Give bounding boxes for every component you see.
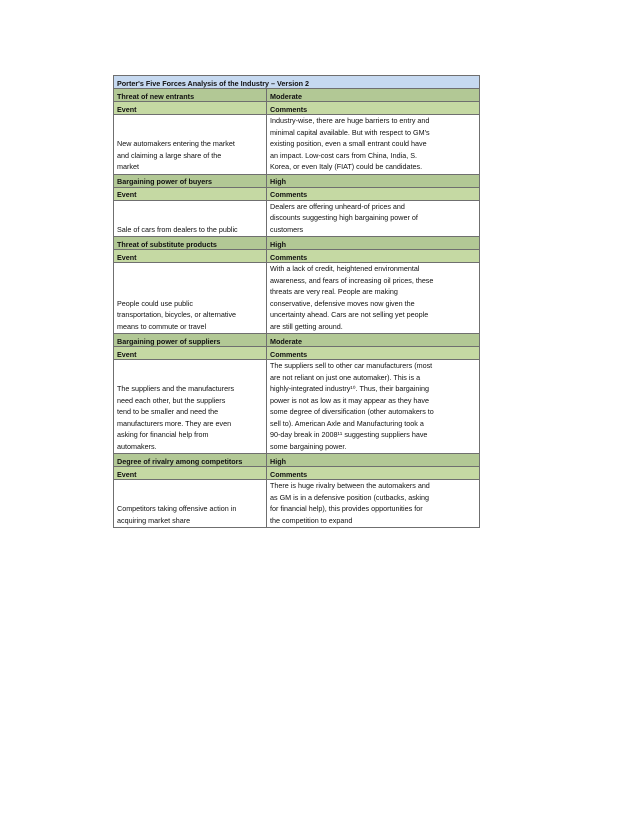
comments-header: Comments bbox=[267, 187, 480, 200]
comment-text-line: minimal capital available. But with respect to GM's bbox=[270, 127, 430, 137]
event-text-line: New automakers entering the market bbox=[117, 139, 235, 148]
comment-text-line: power is not as low as it may appear as they have bbox=[270, 395, 430, 405]
force-name: Bargaining power of buyers bbox=[114, 174, 267, 187]
comment-text-line: awareness, and fears of increasing oil prices, these bbox=[270, 275, 434, 285]
force-rating: Moderate bbox=[267, 89, 480, 102]
force-rating: Moderate bbox=[267, 334, 480, 347]
comment-text-line: highly-integrated industry¹⁰. Thus, their bargaining bbox=[270, 384, 429, 393]
event-text-line: People could use public bbox=[117, 298, 193, 308]
force-name: Bargaining power of suppliers bbox=[114, 334, 267, 347]
comment-text-line: as GM is in a defensive position (cutbacks, asking bbox=[270, 492, 429, 502]
force-row bbox=[114, 454, 480, 467]
comment-text-line: The suppliers sell to other car manufacturers (most bbox=[270, 361, 433, 370]
analysis-row bbox=[114, 480, 480, 528]
analysis-row bbox=[114, 360, 480, 454]
force-row bbox=[114, 237, 480, 250]
force-rating: High bbox=[267, 237, 480, 250]
force-rating: High bbox=[267, 454, 480, 467]
event-cell bbox=[114, 263, 267, 334]
comment-text-line: There is huge rivalry between the automakers and bbox=[270, 481, 430, 490]
subheader-row bbox=[114, 347, 480, 360]
subheader-row bbox=[114, 467, 480, 480]
comment-text-line: customers bbox=[270, 224, 304, 234]
comment-text-line: for financial help), this provides opportunities for bbox=[270, 504, 423, 513]
event-text-line: transportation, bicycles, or alternative bbox=[117, 310, 237, 319]
analysis-row bbox=[114, 200, 480, 237]
subheader-row bbox=[114, 187, 480, 200]
comment-text-line: some bargaining power. bbox=[270, 441, 347, 451]
comment-text-line: sell to). American Axle and Manufacturing took a bbox=[270, 418, 424, 428]
event-text-line: Sale of cars from dealers to the public bbox=[117, 224, 238, 234]
event-header: Event bbox=[114, 250, 267, 263]
comment-text-line: Korea, or even Italy (FIAT) could be candidates. bbox=[270, 162, 423, 171]
comment-text-line: 90-day break in 2008¹¹ suggesting suppliers have bbox=[270, 430, 428, 439]
force-row bbox=[114, 174, 480, 187]
force-row bbox=[114, 334, 480, 347]
comments-header: Comments bbox=[267, 347, 480, 360]
comment-text-line: are not reliant on just one automaker). This is a bbox=[270, 372, 421, 382]
comment-cell bbox=[267, 360, 480, 454]
comment-text-line: an impact. Low-cost cars from China, India, S. bbox=[270, 150, 418, 160]
analysis-row bbox=[114, 115, 480, 175]
event-text-line: need each other, but the suppliers bbox=[117, 395, 226, 405]
comment-text-line: Industry-wise, there are huge barriers to entry and bbox=[270, 116, 430, 125]
event-text-line: means to commute or travel bbox=[117, 321, 207, 331]
event-header: Event bbox=[114, 102, 267, 115]
comment-text-line: With a lack of credit, heightened environmental bbox=[270, 264, 420, 273]
table-title-row bbox=[114, 76, 480, 89]
comment-text-line: uncertainty ahead. Cars are not selling yet people bbox=[270, 310, 429, 319]
comment-text-line: threats are very real. People are making bbox=[270, 287, 398, 296]
comment-cell bbox=[267, 200, 480, 237]
force-rating: High bbox=[267, 174, 480, 187]
comment-text-line: are still getting around. bbox=[270, 321, 343, 331]
analysis-row bbox=[114, 263, 480, 334]
force-row bbox=[114, 89, 480, 102]
comment-cell bbox=[267, 115, 480, 175]
force-name: Degree of rivalry among competitors bbox=[114, 454, 267, 467]
event-text-line: acquiring market share bbox=[117, 515, 191, 525]
comment-text-line: the competition to expand bbox=[270, 515, 353, 525]
comment-text-line: Dealers are offering unheard-of prices and bbox=[270, 201, 405, 211]
table-body bbox=[114, 76, 480, 528]
comments-header: Comments bbox=[267, 467, 480, 480]
table-title: Porter's Five Forces Analysis of the Industry – Version 2 bbox=[114, 76, 480, 89]
event-text-line: The suppliers and the manufacturers bbox=[117, 384, 235, 393]
comment-text-line: discounts suggesting high bargaining power of bbox=[270, 213, 418, 222]
porters-five-forces-table bbox=[113, 75, 480, 528]
comment-cell bbox=[267, 480, 480, 528]
force-name: Threat of new entrants bbox=[114, 89, 267, 102]
comments-header: Comments bbox=[267, 102, 480, 115]
event-cell bbox=[114, 115, 267, 175]
comment-cell bbox=[267, 263, 480, 334]
event-cell bbox=[114, 480, 267, 528]
comment-text-line: some degree of diversification (other automakers to bbox=[270, 407, 434, 416]
event-text-line: and claiming a large share of the bbox=[117, 150, 222, 160]
event-text-line: market bbox=[117, 162, 139, 171]
event-header: Event bbox=[114, 347, 267, 360]
comments-header: Comments bbox=[267, 250, 480, 263]
subheader-row bbox=[114, 250, 480, 263]
comment-text-line: existing position, even a small entrant could have bbox=[270, 139, 427, 148]
event-text-line: Competitors taking offensive action in bbox=[117, 504, 237, 513]
subheader-row bbox=[114, 102, 480, 115]
event-text-line: asking for financial help from bbox=[117, 430, 209, 439]
event-cell bbox=[114, 360, 267, 454]
comment-text-line: conservative, defensive moves now given the bbox=[270, 298, 415, 308]
force-name: Threat of substitute products bbox=[114, 237, 267, 250]
event-text-line: manufacturers more. They are even bbox=[117, 418, 232, 428]
event-header: Event bbox=[114, 187, 267, 200]
event-text-line: tend to be smaller and need the bbox=[117, 407, 219, 416]
event-header: Event bbox=[114, 467, 267, 480]
event-text-line: automakers. bbox=[117, 441, 157, 451]
event-cell bbox=[114, 200, 267, 237]
